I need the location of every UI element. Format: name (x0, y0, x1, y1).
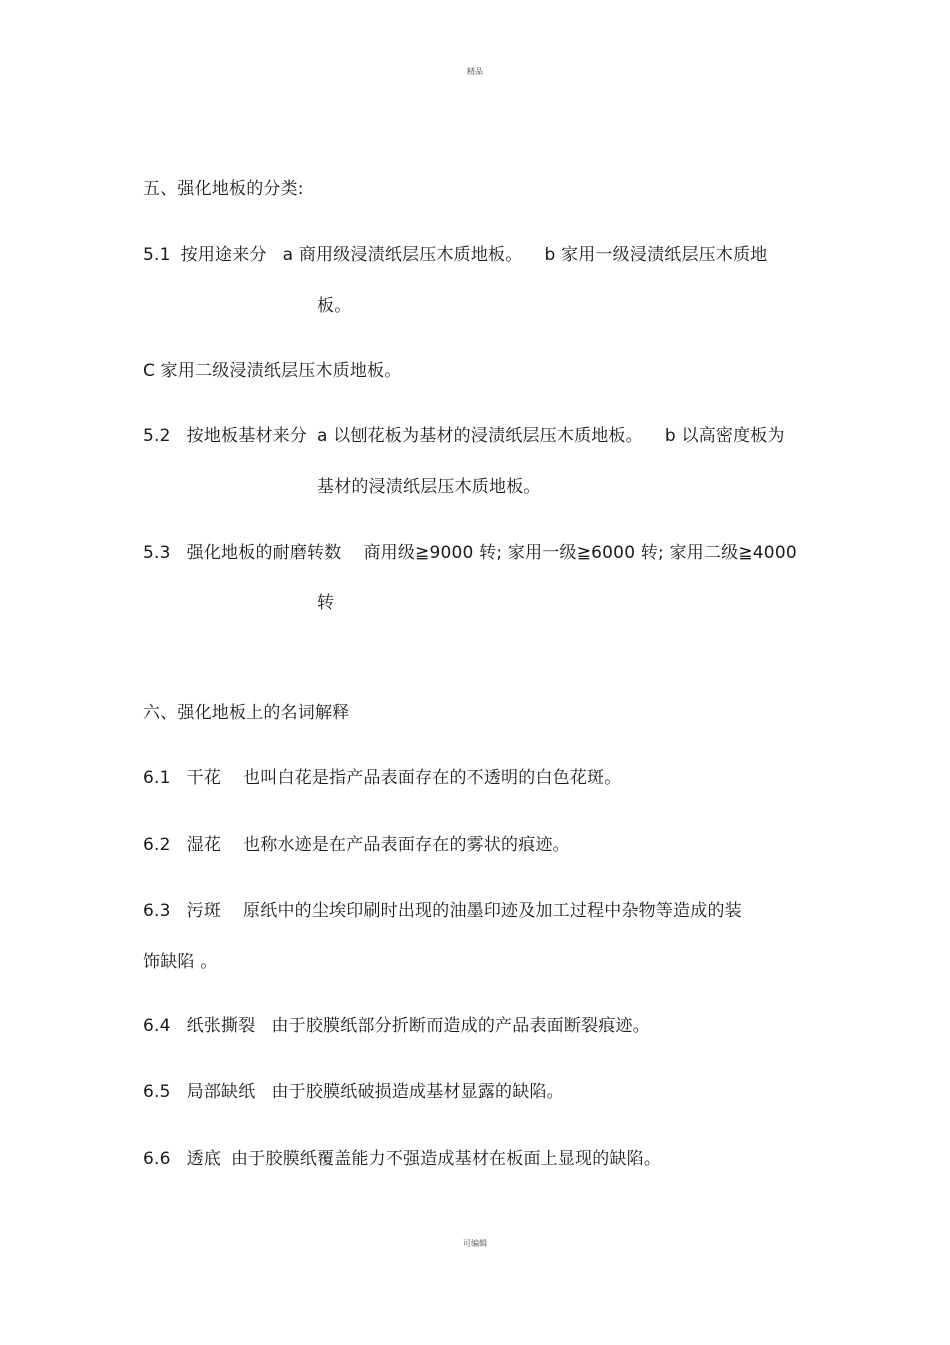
item-6-3-continued: 饰缺陷 。 (143, 952, 218, 972)
item-6-6-number: 6.6 (143, 1149, 171, 1169)
item-5-1-b-continued: 板。 (317, 296, 352, 316)
item-5-2-number: 5.2 (143, 426, 171, 446)
item-5-3-text: 商用级≧9000 转; 家用一级≧6000 转; 家用二级≧4000 (363, 543, 797, 563)
item-6-5-definition: 由于胶膜纸破损造成基材显露的缺陷。 (271, 1082, 564, 1102)
item-6-2-definition: 也称水迹是在产品表面存在的雾状的痕迹。 (243, 835, 570, 855)
section-6-title: 六、强化地板上的名词解释 (143, 703, 350, 723)
footer-watermark: 可编辑 (463, 1239, 487, 1248)
item-6-5-number: 6.5 (143, 1082, 171, 1102)
item-5-2 (143, 425, 785, 447)
header-watermark: 精品 (467, 67, 483, 76)
item-6-3-number: 6.3 (143, 901, 171, 921)
item-5-1-number: 5.1 (143, 245, 171, 265)
item-5-3-continued: 转 (317, 593, 335, 613)
item-6-1-term: 干花 (186, 768, 222, 788)
item-6-5-term: 局部缺纸 (186, 1082, 256, 1102)
item-5-3-number: 5.3 (143, 543, 171, 563)
item-6-1-definition: 也叫白花是指产品表面存在的不透明的白色花斑。 (243, 768, 622, 788)
item-6-1-number: 6.1 (143, 768, 171, 788)
item-6-4-definition: 由于胶膜纸部分折断而造成的产品表面断裂痕迹。 (271, 1016, 650, 1036)
item-6-5 (143, 1081, 564, 1103)
item-5-2-label: 按地板基材来分 (186, 426, 308, 446)
item-6-2-number: 6.2 (143, 835, 171, 855)
item-5-1 (143, 244, 767, 266)
section-5-title: 五、强化地板的分类: (143, 179, 304, 199)
item-5-1-c: C 家用二级浸渍纸层压木质地板。 (143, 361, 402, 381)
item-6-4-term: 纸张撕裂 (186, 1016, 256, 1036)
item-6-3-term: 污斑 (186, 901, 222, 921)
item-6-1 (143, 767, 621, 789)
item-6-4-number: 6.4 (143, 1016, 171, 1036)
item-5-1-label: 按用途来分 (180, 245, 267, 265)
item-5-2-b-continued: 基材的浸渍纸层压木质地板。 (317, 477, 541, 497)
item-6-3 (143, 900, 742, 922)
item-5-3-label: 强化地板的耐磨转数 (186, 543, 342, 563)
item-5-2-b: b 以高密度板为 (664, 426, 785, 446)
item-5-1-b: b 家用一级浸渍纸层压木质地 (544, 245, 768, 265)
item-6-2-term: 湿花 (186, 835, 222, 855)
item-5-1-a: a 商用级浸渍纸层压木质地板。 (282, 245, 523, 265)
item-6-4 (143, 1015, 650, 1037)
item-6-6-term: 透底 (186, 1149, 222, 1169)
item-6-6-definition: 由于胶膜纸覆盖能力不强造成基材在板面上显现的缺陷。 (231, 1149, 662, 1169)
item-6-2 (143, 834, 570, 856)
item-6-3-definition: 原纸中的尘埃印刷时出现的油墨印迹及加工过程中杂物等造成的装 (243, 901, 742, 921)
item-6-6 (143, 1148, 661, 1170)
item-5-3 (143, 542, 797, 564)
item-5-2-a: a 以刨花板为基材的浸渍纸层压木质地板。 (317, 426, 643, 446)
